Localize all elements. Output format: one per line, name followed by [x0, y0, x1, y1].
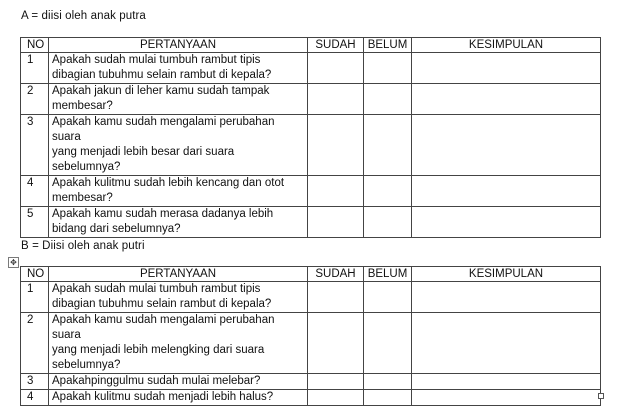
- table-resize-handle[interactable]: [598, 393, 604, 399]
- sudah-cell[interactable]: [308, 207, 364, 238]
- question-line: Apakah jakun di leher kamu sudah tampak: [52, 85, 270, 97]
- kesimpulan-cell[interactable]: [412, 176, 601, 207]
- belum-cell[interactable]: [364, 53, 412, 84]
- question-line: Apakah kamu sudah merasa dadanya lebih: [52, 208, 274, 220]
- belum-cell[interactable]: [364, 313, 412, 374]
- kesimpulan-cell[interactable]: [412, 53, 601, 84]
- row-number: 3: [21, 115, 49, 176]
- header-sudah: SUDAH: [308, 38, 364, 53]
- table-header-row: [21, 38, 601, 53]
- sudah-cell[interactable]: [308, 313, 364, 374]
- kesimpulan-cell[interactable]: [412, 115, 601, 176]
- table-header-row: [21, 267, 601, 282]
- sudah-cell[interactable]: [308, 115, 364, 176]
- move-arrows-icon[interactable]: ✥: [8, 257, 19, 268]
- table-row: [21, 374, 601, 390]
- section-a-heading: A = diisi oleh anak putra: [21, 10, 146, 22]
- question-line: Apakah kulitmu sudah menjadi lebih halus?: [52, 391, 274, 403]
- belum-cell[interactable]: [364, 115, 412, 176]
- question-cell: [49, 176, 308, 207]
- header-kesimpulan: KESIMPULAN: [412, 267, 601, 282]
- question-line: yang menjadi lebih melengking dari suara: [52, 344, 265, 356]
- kesimpulan-cell[interactable]: [412, 313, 601, 374]
- question-line: membesar?: [52, 192, 113, 204]
- question-cell: [49, 84, 308, 115]
- sudah-cell[interactable]: [308, 53, 364, 84]
- table-row: [21, 390, 601, 406]
- question-cell: [49, 207, 308, 238]
- row-number: 1: [21, 53, 49, 84]
- kesimpulan-cell[interactable]: [412, 390, 601, 406]
- sudah-cell[interactable]: [308, 282, 364, 313]
- row-number: 2: [21, 84, 49, 115]
- header-belum: BELUM: [364, 38, 412, 53]
- belum-cell[interactable]: [364, 84, 412, 115]
- row-number: 5: [21, 207, 49, 238]
- table-row: [21, 313, 601, 374]
- table-section-a: [20, 37, 601, 238]
- header-pertanyaan: PERTANYAAN: [49, 267, 308, 282]
- header-kesimpulan: KESIMPULAN: [412, 38, 601, 53]
- sudah-cell[interactable]: [308, 390, 364, 406]
- table-row: [21, 84, 601, 115]
- table-row: [21, 282, 601, 313]
- question-line: dibagian tubuhmu selain rambut di kepala?: [52, 298, 272, 310]
- belum-cell[interactable]: [364, 282, 412, 313]
- sudah-cell[interactable]: [308, 374, 364, 390]
- question-line: Apakah sudah mulai tumbuh rambut tipis: [52, 283, 261, 295]
- header-sudah: SUDAH: [308, 267, 364, 282]
- question-line: Apakahpinggulmu sudah mulai melebar?: [52, 375, 261, 387]
- kesimpulan-cell[interactable]: [412, 207, 601, 238]
- table-row: [21, 115, 601, 176]
- row-number: 2: [21, 313, 49, 374]
- sudah-cell[interactable]: [308, 84, 364, 115]
- question-line: bidang dari sebelumnya?: [52, 223, 181, 235]
- table-row: [21, 176, 601, 207]
- row-number: 4: [21, 176, 49, 207]
- question-cell: [49, 374, 308, 390]
- header-belum: BELUM: [364, 267, 412, 282]
- question-cell: [49, 115, 308, 176]
- question-cell: [49, 390, 308, 406]
- kesimpulan-cell[interactable]: [412, 374, 601, 390]
- row-number: 4: [21, 390, 49, 406]
- question-line: Apakah kamu sudah mengalami perubahan suara: [52, 314, 275, 341]
- table-row: [21, 53, 601, 84]
- header-no: NO: [21, 38, 49, 53]
- question-line: Apakah sudah mulai tumbuh rambut tipis: [52, 54, 261, 66]
- question-line: Apakah kamu sudah mengalami perubahan suara: [52, 116, 275, 143]
- header-no: NO: [21, 267, 49, 282]
- question-cell: [49, 282, 308, 313]
- belum-cell[interactable]: [364, 374, 412, 390]
- question-cell: [49, 313, 308, 374]
- table-section-b: [20, 266, 601, 406]
- table-row: [21, 207, 601, 238]
- question-line: membesar?: [52, 100, 113, 112]
- sudah-cell[interactable]: [308, 176, 364, 207]
- row-number: 3: [21, 374, 49, 390]
- question-line: Apakah kulitmu sudah lebih kencang dan otot: [52, 177, 285, 189]
- question-line: dibagian tubuhmu selain rambut di kepala?: [52, 69, 272, 81]
- question-line: sebelumnya?: [52, 359, 121, 371]
- question-line: yang menjadi lebih besar dari suara sebelumnya?: [52, 146, 235, 173]
- belum-cell[interactable]: [364, 207, 412, 238]
- kesimpulan-cell[interactable]: [412, 84, 601, 115]
- belum-cell[interactable]: [364, 390, 412, 406]
- belum-cell[interactable]: [364, 176, 412, 207]
- header-pertanyaan: PERTANYAAN: [49, 38, 308, 53]
- kesimpulan-cell[interactable]: [412, 282, 601, 313]
- row-number: 1: [21, 282, 49, 313]
- section-b-heading: B = Diisi oleh anak putri: [21, 240, 145, 252]
- question-cell: [49, 53, 308, 84]
